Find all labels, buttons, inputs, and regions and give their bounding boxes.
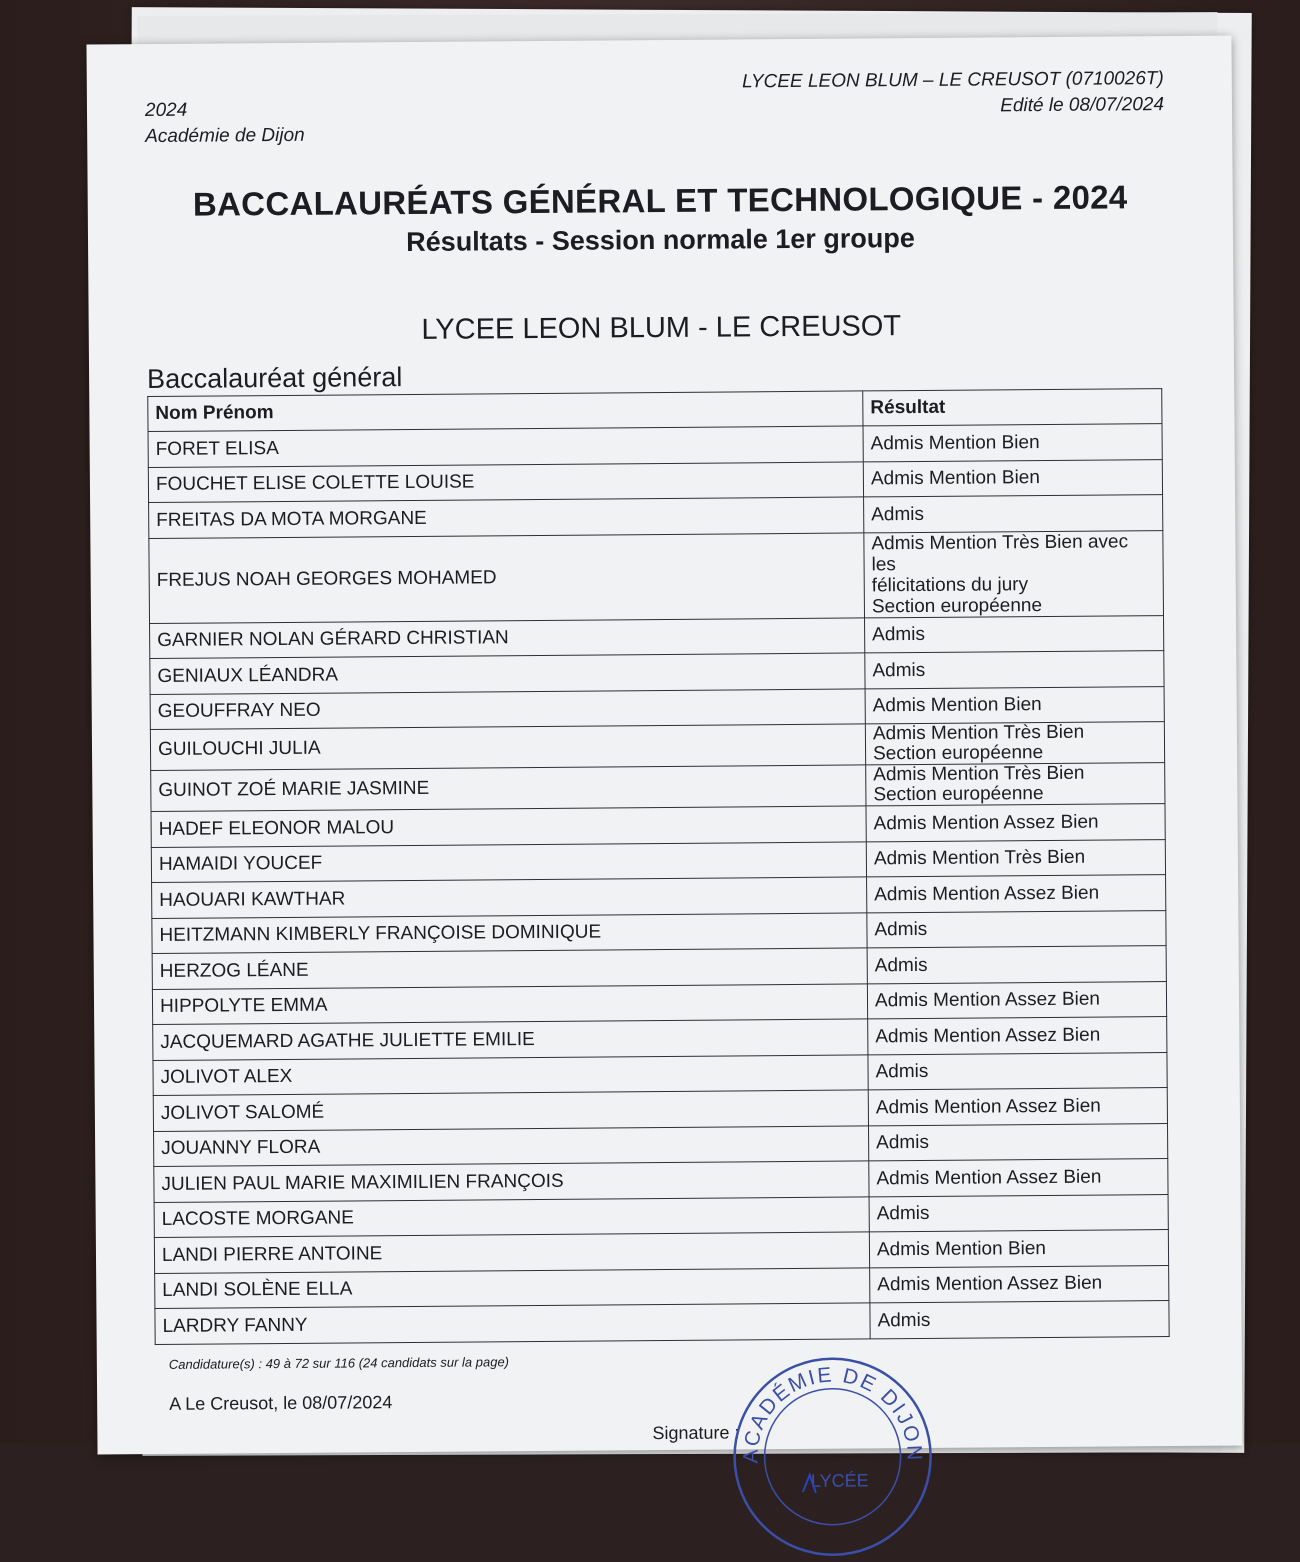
candidate-result (863, 424, 1162, 462)
result-line: Admis Mention Assez Bien (877, 1272, 1103, 1296)
candidate-result (868, 1017, 1167, 1055)
candidate-name: GARNIER NOLAN GÉRARD CHRISTIAN (150, 617, 865, 658)
header-right (742, 66, 1164, 121)
result-line: Admis Mention Bien (876, 1237, 1047, 1261)
candidate-result (866, 839, 1165, 877)
candidate-name: JACQUEMARD AGATHE JULIETTE EMILIE (153, 1019, 868, 1060)
table-row (149, 530, 1164, 623)
result-line: Admis Mention Assez Bien (875, 1024, 1101, 1048)
candidate-result (865, 651, 1164, 689)
result-line: Admis Mention Très Bien (873, 762, 1085, 786)
result-line: Admis Mention Assez Bien (876, 1166, 1102, 1190)
candidate-result (863, 459, 1162, 497)
candidate-name: HAOUARI KAWTHAR (152, 877, 867, 918)
candidate-result (866, 804, 1165, 842)
candidate-name: FOUCHET ELISE COLETTE LOUISE (148, 461, 863, 502)
result-line: Admis (876, 1203, 930, 1225)
candidate-result (867, 875, 1166, 913)
result-line: Section européenne (872, 742, 1044, 765)
result-line: Admis (874, 919, 928, 941)
place-and-date: A Le Creusot, le 08/07/2024 (169, 1392, 393, 1414)
candidate-result (869, 1159, 1168, 1197)
candidate-name: HERZOG LÉANE (152, 948, 867, 989)
candidate-result (865, 722, 1164, 765)
candidate-result (866, 763, 1165, 806)
result-line: Admis Mention Assez Bien (874, 882, 1100, 906)
result-line: Admis Mention Très Bien (873, 846, 1086, 870)
result-line: Admis Mention Bien (870, 467, 1040, 490)
candidate-result (864, 495, 1163, 533)
candidate-result (867, 981, 1166, 1019)
result-line: Admis (871, 503, 925, 526)
candidate-name: GEOUFFRAY NEO (150, 688, 865, 729)
section-title: Baccalauréat général (146, 362, 403, 395)
candidate-result (870, 1301, 1169, 1339)
column-header-result: Résultat (863, 389, 1162, 426)
result-line: Admis (872, 659, 926, 682)
result-line: Admis Mention Assez Bien (873, 811, 1099, 835)
candidate-name: JOUANNY FLORA (154, 1125, 869, 1166)
result-line: Admis Mention Bien (872, 694, 1042, 717)
table-row (151, 763, 1165, 812)
candidate-result (869, 1194, 1168, 1232)
document-title: BACCALAURÉATS GÉNÉRAL ET TECHNOLOGIQUE - 2024 (192, 178, 1128, 223)
candidate-result (865, 686, 1164, 724)
candidate-result (867, 910, 1166, 948)
stamp-inner-ring (764, 1388, 901, 1525)
candidate-name: HADEF ELEONOR MALOU (151, 806, 866, 847)
header-edited-date: Edité le 08/07/2024 (1000, 94, 1165, 117)
candidate-count: Candidature(s) : 49 à 72 sur 116 (24 candidats sur la page) (168, 1354, 510, 1372)
results-document (86, 36, 1242, 1491)
candidate-result (865, 615, 1164, 653)
column-header-name: Nom Prénom (148, 391, 863, 432)
candidate-result (864, 530, 1164, 617)
table-row (155, 1301, 1169, 1344)
candidate-result (870, 1265, 1169, 1303)
results-table (147, 388, 1169, 1344)
candidate-result (869, 1230, 1168, 1268)
result-line: Admis (875, 1061, 929, 1083)
candidate-name: FORET ELISA (148, 426, 863, 467)
result-line: Admis (876, 1132, 930, 1154)
result-line: Section européenne (873, 783, 1044, 806)
candidate-name: GUINOT ZOÉ MARIE JASMINE (151, 765, 866, 812)
header-year: 2024 (144, 99, 188, 122)
candidate-result (868, 1123, 1167, 1161)
academy-stamp (727, 1346, 939, 1558)
candidate-name: HEITZMANN KIMBERLY FRANÇOISE DOMINIQUE (152, 912, 867, 953)
result-line: Admis (872, 624, 926, 646)
result-line: Admis Mention Très Bien (872, 721, 1085, 745)
candidate-name: FREJUS NOAH GEORGES MOHAMED (149, 532, 865, 623)
header-left (145, 97, 305, 150)
candidate-name: HAMAIDI YOUCEF (151, 841, 866, 882)
candidate-name: HIPPOLYTE EMMA (152, 983, 867, 1024)
stamp-outer-ring (734, 1358, 932, 1556)
result-line: Admis Mention Très Bien avec les (871, 530, 1129, 575)
candidate-name: GUILOUCHI JULIA (150, 724, 865, 771)
result-line: Section européenne (871, 594, 1043, 617)
candidate-name: LANDI SOLÈNE ELLA (155, 1267, 870, 1308)
header-academy: Académie de Dijon (145, 124, 305, 148)
candidate-name: FREITAS DA MOTA MORGANE (149, 497, 864, 538)
signature-label: Signature : (652, 1422, 740, 1444)
header-school-code: LYCEE LEON BLUM – LE CREUSOT (0710026T) (742, 68, 1164, 93)
result-line: félicitations du jury (871, 573, 1029, 596)
school-name: LYCEE LEON BLUM - LE CREUSOT (421, 310, 902, 346)
result-line: Admis (877, 1309, 931, 1332)
result-line: Admis Mention Assez Bien (874, 988, 1101, 1012)
stamp-inner-text: LYCÉE (810, 1470, 869, 1491)
candidate-result (868, 1052, 1167, 1090)
candidate-name: LARDRY FANNY (155, 1303, 870, 1344)
candidate-name: JOLIVOT ALEX (153, 1054, 868, 1095)
candidate-result (867, 946, 1166, 984)
result-line: Admis Mention Assez Bien (875, 1095, 1101, 1119)
results-table-body (148, 424, 1169, 1344)
candidate-name: LANDI PIERRE ANTOINE (154, 1232, 869, 1273)
candidate-name: JULIEN PAUL MARIE MAXIMILIEN FRANÇOIS (154, 1161, 869, 1202)
candidate-name: LACOSTE MORGANE (154, 1196, 869, 1237)
result-line: Admis Mention Bien (870, 431, 1040, 455)
candidate-result (868, 1088, 1167, 1126)
result-line: Admis (874, 954, 928, 977)
stamp-text: ACADÉMIE DE DIJON (739, 1363, 926, 1464)
candidate-name: GENIAUX LÉANDRA (150, 653, 865, 694)
candidate-name: JOLIVOT SALOMÉ (153, 1090, 868, 1131)
document-subtitle: Résultats - Session normale 1er groupe (406, 223, 915, 258)
